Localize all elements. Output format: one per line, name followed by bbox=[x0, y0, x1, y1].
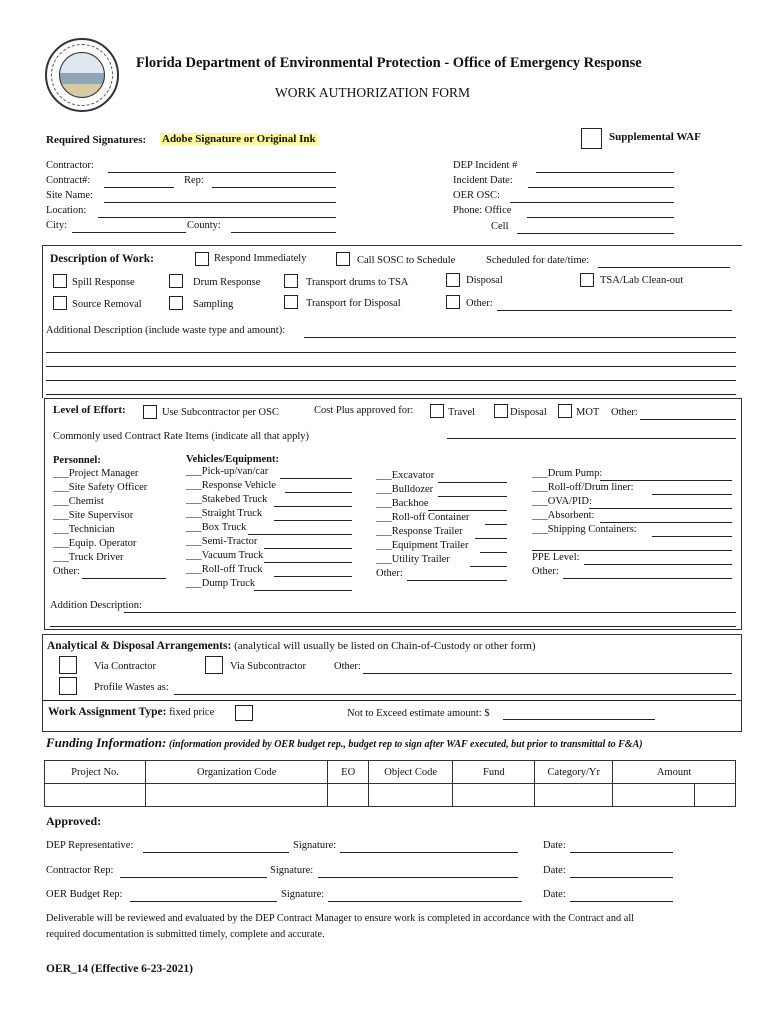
oer-budget-rep-field[interactable] bbox=[130, 901, 277, 902]
travel-label: Travel bbox=[448, 407, 476, 418]
work-assignment-heading: Work Assignment Type: bbox=[48, 706, 167, 718]
vehicles-item: ___Pick-up/van/car bbox=[186, 466, 269, 477]
personnel-item: Other: bbox=[53, 566, 80, 577]
supplies-item: ___Absorbent: bbox=[532, 510, 595, 521]
tsa-lab-label: TSA/Lab Clean-out bbox=[600, 275, 684, 286]
source-removal-label: Source Removal bbox=[72, 299, 142, 310]
dep-representative-field[interactable] bbox=[143, 852, 289, 853]
rate-items-label: Commonly used Contract Rate Items (indicate all that apply) bbox=[53, 431, 310, 442]
contractor-signature-field[interactable] bbox=[318, 877, 518, 878]
personnel-item: ___Truck Driver bbox=[53, 552, 124, 563]
personnel-item: ___Chemist bbox=[53, 496, 104, 507]
funding-note: (information provided by OER budget rep., budget rep to sign after WAF executed, but prior to transmittal to F&A) bbox=[168, 739, 643, 750]
category-yr-cell[interactable] bbox=[535, 784, 613, 807]
equipment-item: ___Backhoe bbox=[376, 498, 429, 509]
vehicles-item-line[interactable] bbox=[264, 548, 352, 549]
eo-cell[interactable] bbox=[328, 784, 369, 807]
supplies-item-line[interactable] bbox=[563, 578, 732, 579]
tsa-lab-checkbox[interactable] bbox=[580, 273, 594, 287]
col-project-no: Project No. bbox=[45, 761, 146, 784]
supplies-item-line[interactable] bbox=[584, 564, 732, 565]
contractor-date-label: Date: bbox=[543, 865, 566, 876]
drum-response-label: Drum Response bbox=[193, 277, 261, 288]
approved-heading: Approved: bbox=[46, 814, 102, 828]
required-signatures-label: Required Signatures: bbox=[46, 134, 147, 146]
analytical-other-label: Other: bbox=[334, 661, 361, 672]
spill-response-checkbox[interactable] bbox=[53, 274, 67, 288]
equipment-item-line[interactable] bbox=[407, 580, 507, 581]
profile-wastes-label: Profile Wastes as: bbox=[94, 682, 169, 693]
analytical-note: (analytical will usually be listed on Chain-of-Custody or other form) bbox=[234, 640, 536, 652]
sampling-label: Sampling bbox=[193, 299, 234, 310]
effort-other-label: Other: bbox=[611, 407, 638, 418]
supplies-item: Other: bbox=[532, 566, 559, 577]
vehicles-item-line[interactable] bbox=[274, 506, 352, 507]
supplies-item-line[interactable] bbox=[600, 522, 732, 523]
personnel-item: ___Equip. Operator bbox=[53, 538, 137, 549]
other-work-field[interactable] bbox=[497, 310, 732, 311]
equipment-item: ___Utility Trailer bbox=[376, 554, 450, 565]
cost-plus-label: Cost Plus approved for: bbox=[314, 405, 414, 416]
oer-signature-field[interactable] bbox=[328, 901, 522, 902]
vehicles-item-line[interactable] bbox=[274, 520, 352, 521]
supplies-item: ___Drum Pump: bbox=[532, 468, 603, 479]
equipment-item-line[interactable] bbox=[438, 482, 507, 483]
equipment-item: ___Bulldozer bbox=[376, 484, 434, 495]
location-label: Location: bbox=[46, 205, 87, 216]
via-contractor-checkbox[interactable] bbox=[59, 656, 77, 674]
col-amount: Amount bbox=[613, 761, 736, 784]
drum-response-checkbox[interactable] bbox=[169, 274, 183, 288]
additional-description-line-2[interactable] bbox=[46, 352, 736, 353]
personnel-item: ___Site Supervisor bbox=[53, 510, 134, 521]
oer-budget-rep-label: OER Budget Rep: bbox=[46, 889, 123, 900]
equipment-item: ___Roll-off Container bbox=[376, 512, 470, 523]
vehicles-item: ___Semi-Tractor bbox=[186, 536, 258, 547]
supplemental-waf-label: Supplemental WAF bbox=[609, 131, 701, 143]
funding-entry-row bbox=[45, 784, 736, 807]
project-no-cell[interactable] bbox=[45, 784, 146, 807]
scheduled-label: Scheduled for date/time: bbox=[486, 255, 590, 266]
disposal-checkbox[interactable] bbox=[446, 273, 460, 287]
oer-date-field[interactable] bbox=[570, 901, 673, 902]
incident-date-label: Incident Date: bbox=[453, 175, 513, 186]
analytical-other-field[interactable] bbox=[363, 673, 732, 674]
respond-immediately-label: Respond Immediately bbox=[214, 253, 307, 264]
dep-date-field[interactable] bbox=[570, 852, 673, 853]
travel-checkbox[interactable] bbox=[430, 404, 444, 418]
fixed-price-checkbox[interactable] bbox=[235, 705, 253, 721]
equipment-item-line[interactable] bbox=[480, 552, 507, 553]
vehicles-item-line[interactable] bbox=[285, 492, 352, 493]
vehicles-item: ___Dump Truck bbox=[186, 578, 256, 589]
vehicles-item: ___Box Truck bbox=[186, 522, 247, 533]
fund-cell[interactable] bbox=[453, 784, 535, 807]
city-label: City: bbox=[46, 220, 68, 231]
analytical-divider bbox=[43, 700, 741, 701]
oer-osc-field[interactable] bbox=[510, 202, 674, 203]
seal-scene bbox=[59, 52, 105, 98]
supplies-item: PPE Level: bbox=[532, 552, 580, 563]
scheduled-field[interactable] bbox=[598, 267, 730, 268]
col-fund: Fund bbox=[453, 761, 535, 784]
transport-tsa-checkbox[interactable] bbox=[284, 274, 298, 288]
dep-representative-label: DEP Representative: bbox=[46, 840, 134, 851]
incident-date-field[interactable] bbox=[528, 187, 674, 188]
contractor-date-field[interactable] bbox=[570, 877, 673, 878]
vehicles-item: ___Vacuum Truck bbox=[186, 550, 264, 561]
personnel-item: ___Project Manager bbox=[53, 468, 139, 479]
col-organization-code: Organization Code bbox=[146, 761, 328, 784]
additional-description-field[interactable] bbox=[304, 337, 736, 338]
equipment-item-line[interactable] bbox=[428, 510, 507, 511]
form-id: OER_14 (Effective 6-23-2021) bbox=[46, 963, 193, 975]
addition-description-label: Addition Description: bbox=[50, 600, 142, 611]
contractor-rep-field[interactable] bbox=[120, 877, 267, 878]
transport-tsa-label: Transport drums to TSA bbox=[306, 277, 409, 288]
supplies-item-line[interactable] bbox=[589, 508, 732, 509]
personnel-item: ___Technician bbox=[53, 524, 115, 535]
transport-disposal-label: Transport for Disposal bbox=[306, 298, 401, 309]
supplies-item-line[interactable] bbox=[652, 536, 732, 537]
phone-office-field[interactable] bbox=[527, 217, 674, 218]
form-title: WORK AUTHORIZATION FORM bbox=[275, 85, 470, 100]
mot-label: MOT bbox=[576, 407, 600, 418]
contractor-label: Contractor: bbox=[46, 160, 94, 171]
equipment-item-line[interactable] bbox=[485, 524, 507, 525]
vehicles-item-line[interactable] bbox=[264, 562, 352, 563]
equipment-item: ___Response Trailer bbox=[376, 526, 463, 537]
dep-signature-label: Signature: bbox=[293, 840, 337, 851]
addition-description-line-2[interactable] bbox=[50, 626, 736, 627]
cell-label: Cell bbox=[491, 221, 509, 232]
contractor-field[interactable] bbox=[108, 172, 336, 173]
county-label: County: bbox=[187, 220, 221, 231]
vehicles-item-line[interactable] bbox=[274, 576, 352, 577]
not-to-exceed-label: Not to Exceed estimate amount: $ bbox=[347, 708, 490, 719]
analytical-heading: Analytical & Disposal Arrangements: bbox=[47, 640, 232, 652]
description-of-work-heading: Description of Work: bbox=[50, 253, 154, 265]
other-work-label: Other: bbox=[466, 298, 493, 309]
site-name-label: Site Name: bbox=[46, 190, 93, 201]
location-field[interactable] bbox=[98, 217, 336, 218]
dep-signature-field[interactable] bbox=[340, 852, 518, 853]
deliverable-statement-line-1: Deliverable will be reviewed and evaluated by the DEP Contract Manager to ensure work is completed in accordance with the Contract and all bbox=[46, 913, 635, 924]
equipment-item-line[interactable] bbox=[470, 566, 507, 567]
equipment-item: Other: bbox=[376, 568, 403, 579]
dep-incident-label: DEP Incident # bbox=[453, 160, 518, 171]
call-sosc-checkbox[interactable] bbox=[336, 252, 350, 266]
level-of-effort-heading: Level of Effort: bbox=[53, 404, 126, 416]
call-sosc-label: Call SOSC to Schedule bbox=[357, 255, 456, 266]
supplies-item-line[interactable] bbox=[652, 494, 732, 495]
col-eo: EO bbox=[328, 761, 369, 784]
organization-code-cell[interactable] bbox=[146, 784, 328, 807]
vehicles-item: ___Stakebed Truck bbox=[186, 494, 268, 505]
dep-incident-field[interactable] bbox=[536, 172, 674, 173]
funding-row bbox=[46, 735, 643, 751]
profile-wastes-checkbox[interactable] bbox=[59, 677, 77, 695]
supplies-item: ___OVA/PID: bbox=[532, 496, 592, 507]
vehicles-item-line[interactable] bbox=[254, 590, 352, 591]
oer-date-label: Date: bbox=[543, 889, 566, 900]
equipment-item-line[interactable] bbox=[475, 538, 507, 539]
disposal-label: Disposal bbox=[466, 275, 503, 286]
rate-items-other-line[interactable] bbox=[447, 438, 736, 439]
cost-disposal-checkbox[interactable] bbox=[494, 404, 508, 418]
addition-description-field[interactable] bbox=[124, 612, 736, 613]
object-code-cell[interactable] bbox=[369, 784, 453, 807]
dep-date-label: Date: bbox=[543, 840, 566, 851]
contract-number-label: Contract#: bbox=[46, 175, 91, 186]
vehicles-item-line[interactable] bbox=[248, 534, 352, 535]
vehicles-item: ___Roll-off Truck bbox=[186, 564, 263, 575]
spill-response-label: Spill Response bbox=[72, 277, 135, 288]
via-subcontractor-checkbox[interactable] bbox=[205, 656, 223, 674]
cell-field[interactable] bbox=[517, 233, 674, 234]
contractor-rep-label: Contractor Rep: bbox=[46, 865, 114, 876]
oer-signature-label: Signature: bbox=[281, 889, 325, 900]
supplies-item-line[interactable] bbox=[600, 480, 732, 481]
sampling-checkbox[interactable] bbox=[169, 296, 183, 310]
contract-number-field[interactable] bbox=[104, 187, 174, 188]
respond-immediately-checkbox[interactable] bbox=[195, 252, 209, 266]
other-work-checkbox[interactable] bbox=[446, 295, 460, 309]
equipment-item-line[interactable] bbox=[438, 496, 507, 497]
additional-description-label: Additional Description (include waste type and amount): bbox=[46, 325, 286, 336]
use-subcontractor-label: Use Subcontractor per OSC bbox=[162, 407, 279, 418]
equipment-item: ___Excavator bbox=[376, 470, 435, 481]
col-object-code: Object Code bbox=[369, 761, 453, 784]
city-field[interactable] bbox=[72, 232, 186, 233]
county-field[interactable] bbox=[231, 232, 336, 233]
transport-disposal-checkbox[interactable] bbox=[284, 295, 298, 309]
funding-header-row bbox=[45, 761, 736, 784]
analytical-heading-row bbox=[47, 640, 536, 652]
cost-disposal-label: Disposal bbox=[510, 407, 547, 418]
personnel-heading: Personnel: bbox=[53, 455, 101, 466]
additional-description-line-3[interactable] bbox=[46, 366, 736, 367]
via-contractor-label: Via Contractor bbox=[94, 661, 157, 672]
supplies-item-line[interactable] bbox=[532, 550, 732, 551]
personnel-item: ___Site Safety Officer bbox=[53, 482, 148, 493]
funding-table bbox=[44, 760, 736, 807]
profile-wastes-field[interactable] bbox=[174, 694, 736, 695]
not-to-exceed-field[interactable] bbox=[503, 719, 655, 720]
site-name-field[interactable] bbox=[104, 202, 336, 203]
personnel-item-line[interactable] bbox=[82, 578, 166, 579]
funding-heading: Funding Information: bbox=[46, 735, 167, 750]
amount-cents-cell[interactable] bbox=[695, 784, 736, 807]
vehicles-item: ___Response Vehicle bbox=[186, 480, 276, 491]
col-category-yr: Category/Yr bbox=[535, 761, 613, 784]
additional-description-line-5[interactable] bbox=[46, 394, 736, 395]
mot-checkbox[interactable] bbox=[558, 404, 572, 418]
rep-field[interactable] bbox=[212, 187, 336, 188]
vehicles-item-line[interactable] bbox=[280, 478, 352, 479]
fixed-price-label: fixed price bbox=[169, 707, 215, 718]
source-removal-checkbox[interactable] bbox=[53, 296, 67, 310]
vehicles-item: ___Straight Truck bbox=[186, 508, 263, 519]
contractor-signature-label: Signature: bbox=[270, 865, 314, 876]
phone-office-label: Phone: Office bbox=[453, 205, 512, 216]
oer-osc-label: OER OSC: bbox=[453, 190, 500, 201]
dep-seal-logo bbox=[45, 38, 119, 112]
work-assignment-row bbox=[48, 706, 214, 718]
agency-title: Florida Department of Environmental Protection - Office of Emergency Response bbox=[136, 55, 642, 71]
use-subcontractor-checkbox[interactable] bbox=[143, 405, 157, 419]
additional-description-line-4[interactable] bbox=[46, 380, 736, 381]
equipment-item: ___Equipment Trailer bbox=[376, 540, 469, 551]
deliverable-statement-line-2: required documentation is submitted timely, complete and accurate. bbox=[46, 929, 325, 940]
required-signatures-value: Adobe Signature or Original Ink bbox=[162, 133, 316, 145]
rep-label: Rep: bbox=[184, 175, 204, 186]
supplies-item: ___Roll-off/Drum liner: bbox=[532, 482, 634, 493]
amount-cell[interactable] bbox=[613, 784, 695, 807]
vehicles-heading: Vehicles/Equipment: bbox=[186, 454, 279, 465]
via-subcontractor-label: Via Subcontractor bbox=[230, 661, 307, 672]
supplemental-waf-checkbox[interactable] bbox=[581, 128, 602, 149]
effort-other-field[interactable] bbox=[640, 419, 736, 420]
supplies-item: ___Shipping Containers: bbox=[532, 524, 637, 535]
